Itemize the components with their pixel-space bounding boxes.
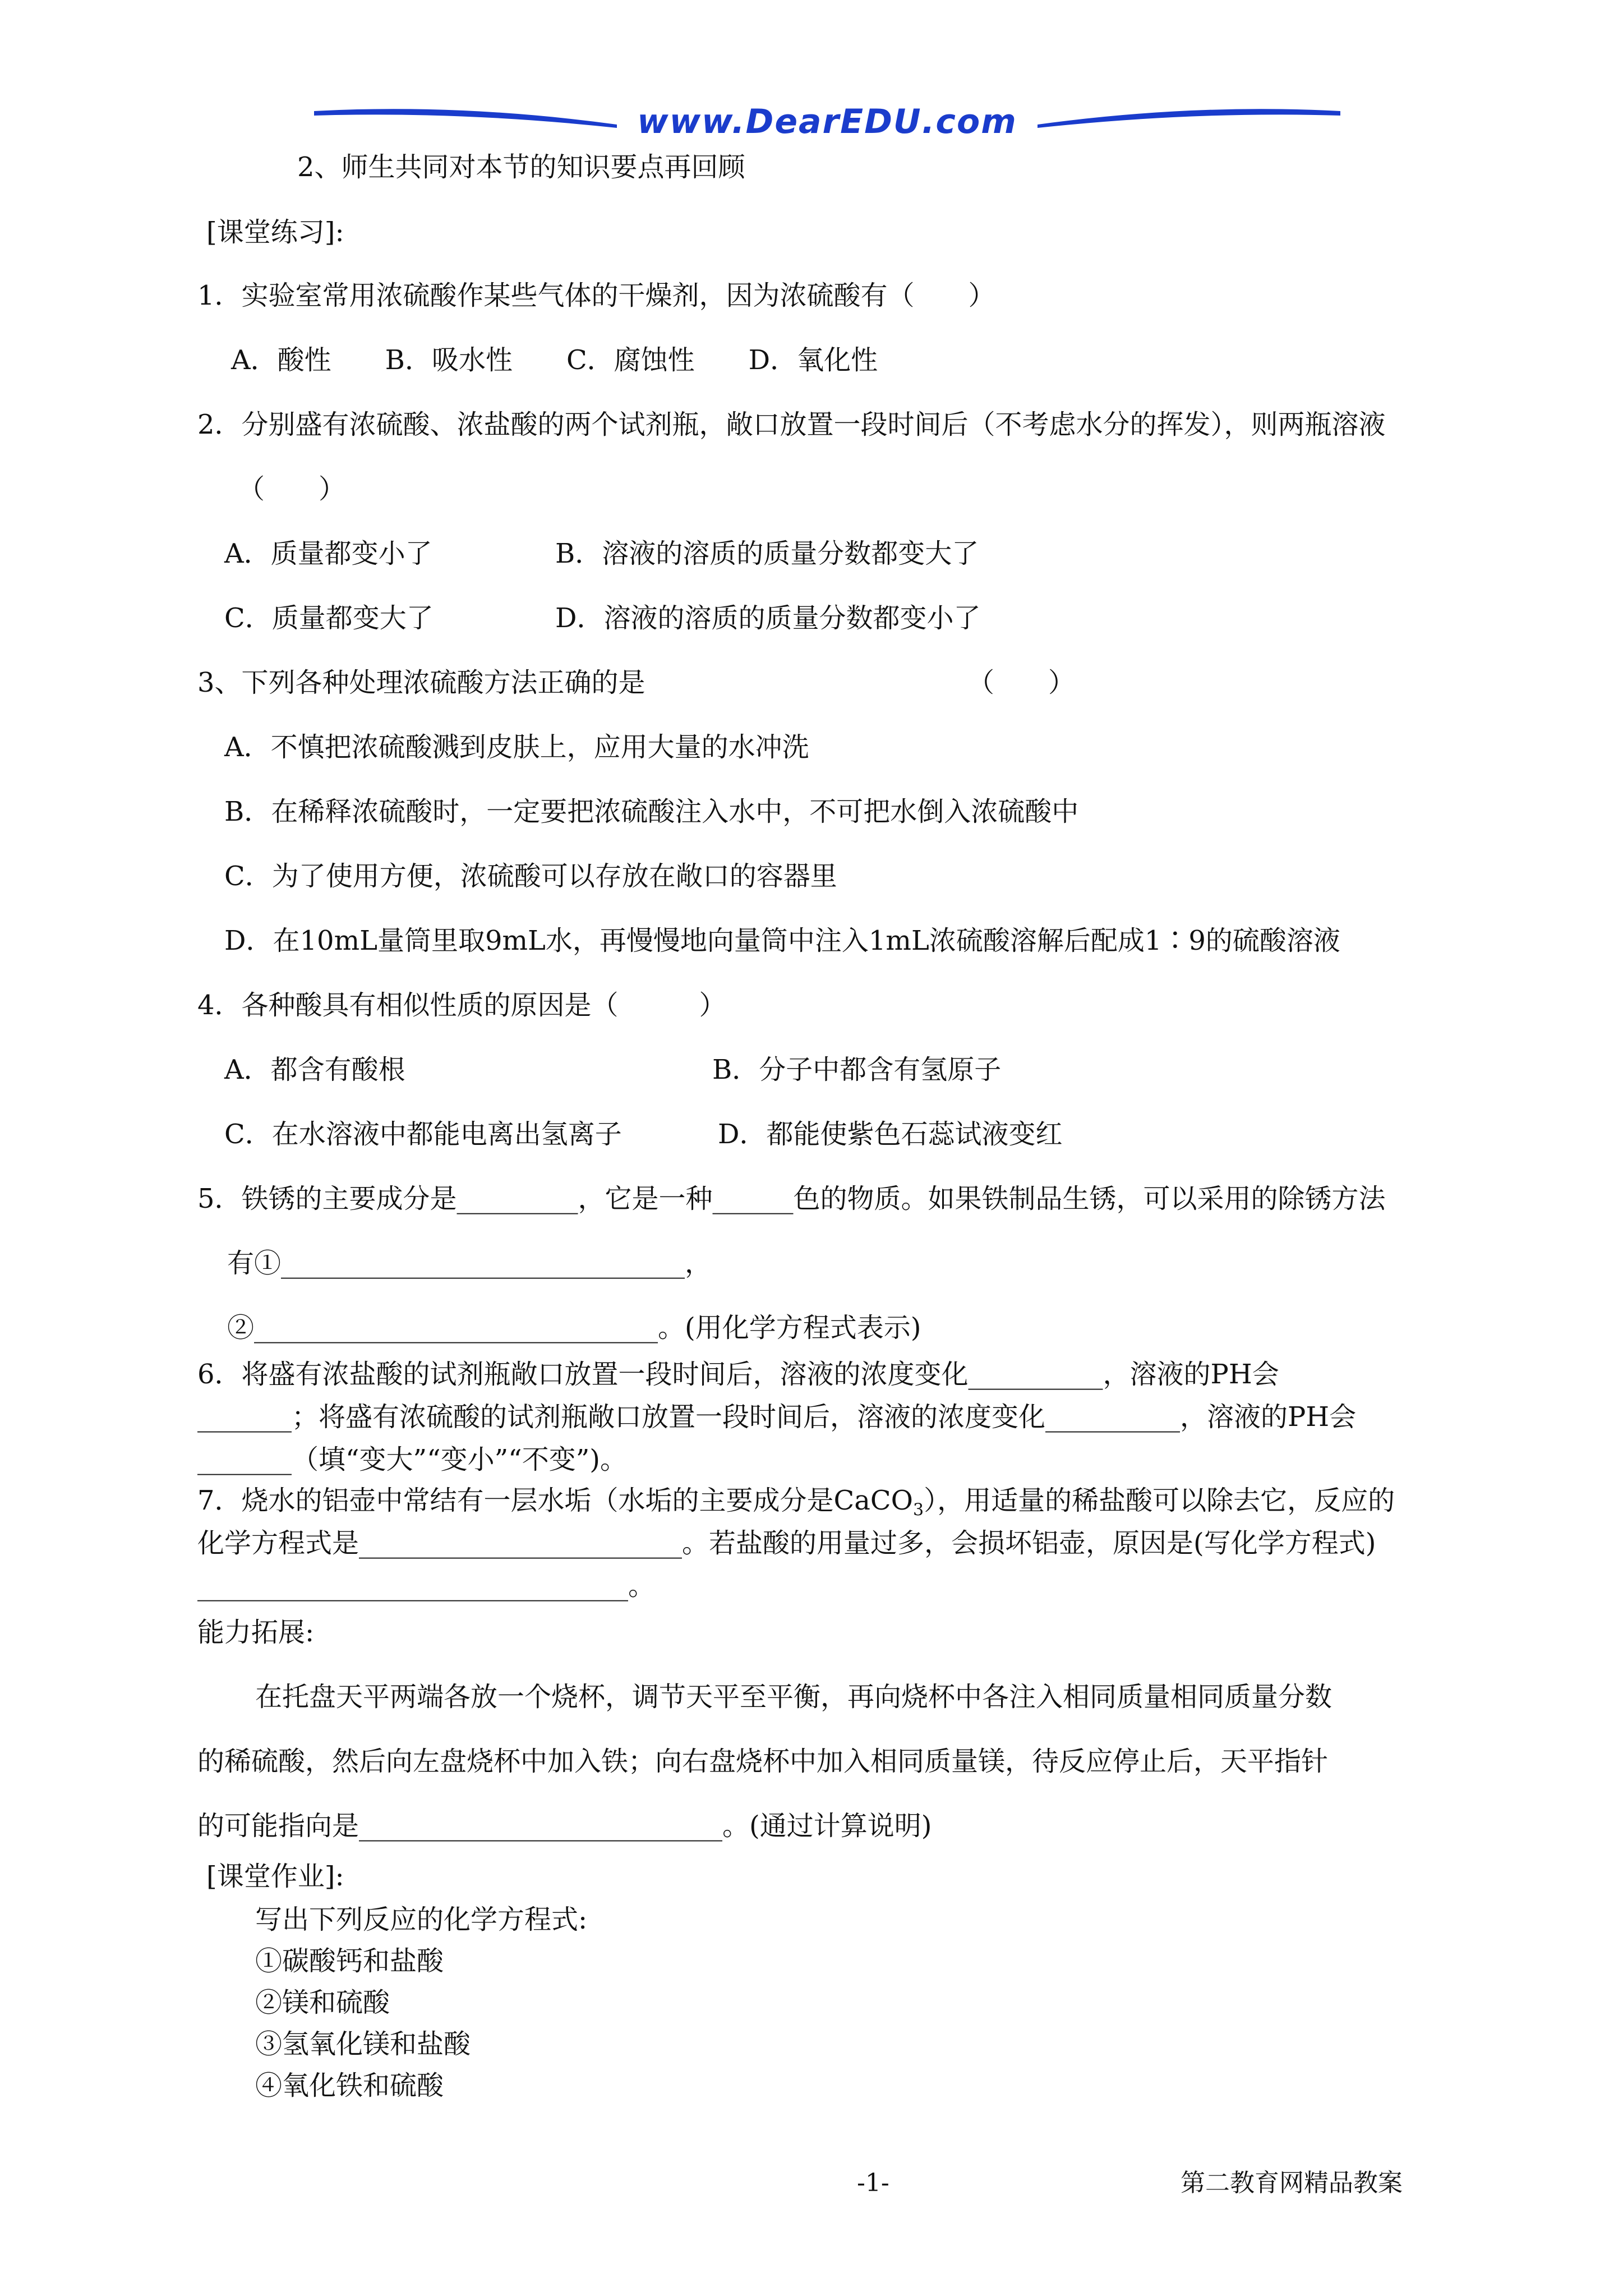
q2-blank: （ ） (238, 473, 346, 505)
q1-stem: 1．实验室常用浓硫酸作某些气体的干燥剂，因为浓硫酸有（ ） (197, 280, 995, 311)
q3-option-d: D．在10mL量筒里取9mL水，再慢慢地向量筒中注入1mL浓硫酸溶解后配成1∶9的硫酸溶液 (224, 925, 1340, 956)
homework-item-1: ①碳酸钙和盐酸 (255, 1945, 444, 1977)
q2-option-c: C．质量都变大了 (224, 602, 434, 634)
q6-line-1: 6．将盛有浓盐酸的试剂瓶敞口放置一段时间后，溶液的浓度变化__________，溶液的PH会 (197, 1359, 1279, 1390)
q7-line-2: 化学方程式是________________________。若盐酸的用量过多，会损坏铝壶，原因是(写化学方程式) (197, 1527, 1376, 1559)
site-url[interactable]: www.DearEDU.com (637, 102, 1017, 141)
q3-stem: 3、下列各种处理浓硫酸方法正确的是 (197, 667, 645, 698)
extension-line-3: 的可能指向是___________________________。(通过计算说明) (197, 1810, 932, 1842)
q3-option-a: A．不慎把浓硫酸溅到皮肤上，应用大量的水冲洗 (224, 731, 809, 763)
q4-option-a: A．都含有酸根 (224, 1054, 405, 1085)
q2-option-a: A．质量都变小了 (224, 538, 432, 569)
section-extension: 能力拓展: (197, 1617, 315, 1648)
homework-item-4: ④氧化铁和硫酸 (255, 2070, 444, 2101)
q2-option-b: B．溶液的溶质的质量分数都变大了 (555, 538, 979, 569)
q4-option-c: C．在水溶液中都能电离出氢离子 (224, 1119, 622, 1150)
footer-source: 第二教育网精品教案 (1181, 2169, 1403, 2197)
q3-option-c: C．为了使用方便，浓硫酸可以存放在敞口的容器里 (224, 861, 837, 892)
section-homework: [课堂作业]: (206, 1861, 344, 1892)
extension-line-2: 的稀硫酸，然后向左盘烧杯中加入铁；向右盘烧杯中加入相同质量镁，待反应停止后，天平指针 (197, 1746, 1329, 1777)
page-number: -1- (857, 2169, 889, 2197)
q3-blank: （ ） (967, 667, 1076, 698)
q1-options: A．酸性 B．吸水性 C．腐蚀性 D．氧化性 (231, 344, 878, 376)
q7-line-3: ________________________________。 (197, 1570, 656, 1602)
q7-line-1 (197, 1484, 1395, 1527)
q5-blank-1: 有①______________________________， (227, 1248, 712, 1279)
extension-line-1: 在托盘天平两端各放一个烧杯，调节天平至平衡，再向烧杯中各注入相同质量相同质量分数 (255, 1681, 1332, 1713)
q5-blank-2: ②______________________________。(用化学方程式表示) (227, 1312, 921, 1343)
q7-subscript: 3 (912, 1500, 924, 1520)
q6-line-2: _______；将盛有浓硫酸的试剂瓶敞口放置一段时间后，溶液的浓度变化__________，溶液的PH会 (197, 1401, 1357, 1433)
q2-option-d: D．溶液的溶质的质量分数都变小了 (555, 602, 981, 634)
section-class-practice: [课堂练习]: (206, 217, 344, 248)
q2-stem: 2．分别盛有浓硫酸、浓盐酸的两个试剂瓶，敞口放置一段时间后（不考虑水分的挥发），则两瓶溶液 (197, 409, 1386, 440)
q4-stem: 4．各种酸具有相似性质的原因是（ ） (197, 990, 726, 1021)
q6-line-3: _______（填“变大”“变小”“不变”)。 (197, 1444, 627, 1475)
homework-item-2: ②镁和硫酸 (255, 1987, 390, 2018)
q4-option-d: D．都能使紫色石蕊试液变红 (718, 1119, 1063, 1150)
q7-line-1-pre: 7．烧水的铝壶中常结有一层水垢（水垢的主要成分是CaCO (197, 1485, 913, 1516)
line-review: 2、师生共同对本节的知识要点再回顾 (297, 151, 745, 183)
q7-line-1-post: ），用适量的稀盐酸可以除去它，反应的 (924, 1485, 1395, 1516)
q5-stem: 5．铁锈的主要成分是_________，它是一种______色的物质。如果铁制品生锈，可以采用的除锈方法 (197, 1183, 1386, 1214)
homework-instruction: 写出下列反应的化学方程式: (255, 1904, 588, 1935)
homework-item-3: ③氢氧化镁和盐酸 (255, 2028, 471, 2060)
q4-option-b: B．分子中都含有氢原子 (712, 1054, 1002, 1085)
q3-option-b: B．在稀释浓硫酸时，一定要把浓硫酸注入水中，不可把水倒入浓硫酸中 (224, 796, 1079, 827)
site-header (314, 99, 1340, 144)
